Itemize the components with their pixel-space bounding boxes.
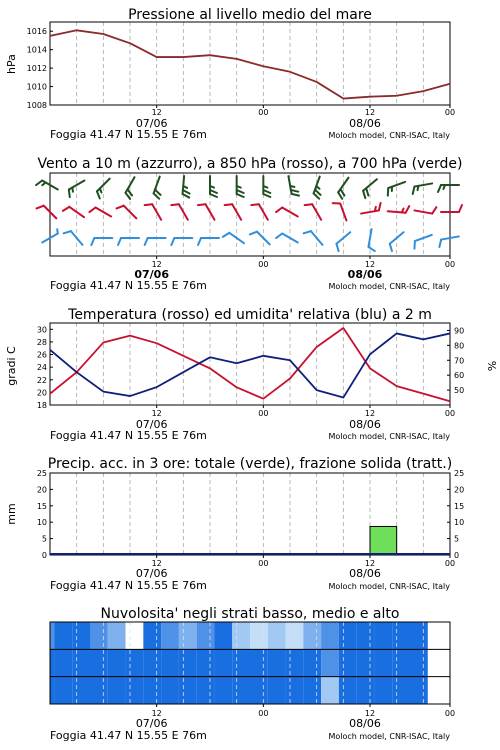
cloud-cell-2-12 (250, 677, 268, 704)
wind-barb-0-14 (412, 183, 434, 194)
wind-barb-0-6 (210, 176, 217, 197)
cloud-cell-2-18 (357, 677, 375, 704)
wind-barb-0-11 (336, 178, 354, 199)
wind-barb-shaft (282, 234, 298, 243)
precip-y-tick-label-4: 20 (36, 485, 47, 495)
temp-title: Temperatura (rosso) ed umidita' relativa (blu) a 2 m (68, 307, 432, 323)
pressure-x-tick-label-3: 00 (444, 108, 456, 117)
pressure-location: Foggia 41.47 N 15.55 E 76m (50, 128, 207, 141)
cloud-title: Nuvolosita' negli strati basso, medio e alto (100, 606, 400, 622)
precip-y-tick-label-1: 5 (41, 534, 47, 544)
cloud-cell-0-7 (161, 622, 179, 649)
wind-barb-feather (198, 202, 206, 208)
wind-barb-feather (459, 205, 462, 212)
wind-barb-2-6 (198, 238, 219, 245)
wind-barb-1-5 (171, 202, 188, 224)
cloud-x-tick-label-1: 00 (258, 709, 269, 718)
precip-yr-tick-label-3: 15 (454, 501, 465, 511)
precip-x-tick-label-3: 00 (444, 559, 456, 568)
cloud-x-tick-label-2: 12 (364, 709, 376, 718)
wind-barb-shaft (71, 231, 83, 245)
pressure-day-label-1: 08/06 (349, 117, 381, 130)
cloud-cell-2-15 (303, 677, 321, 704)
wind-day-label-1: 08/06 (347, 268, 383, 281)
cloud-cell-2-21 (410, 677, 428, 704)
wind-barb-feather (406, 206, 410, 213)
temp-x-tick-label-2: 12 (364, 409, 376, 418)
pressure-y-label: hPa (5, 54, 18, 74)
cloud-model-credit: Moloch model, CNR-ISAC, Italy (328, 732, 450, 741)
wind-barb-2-10 (304, 229, 323, 250)
temp-y-label: gradi C (5, 346, 18, 386)
cloud-cell-2-9 (197, 677, 215, 704)
wind-barb-feather (276, 206, 282, 214)
temp-x-tick-label-1: 00 (258, 409, 269, 418)
wind-barb-1-4 (145, 202, 162, 224)
wind-barb-2-7 (223, 231, 244, 249)
cloud-cell-2-19 (374, 677, 392, 704)
cloud-cell-0-10 (214, 622, 232, 649)
wind-barb-feather (198, 238, 201, 245)
temp-yr-tick-label-4: 90 (454, 326, 465, 336)
wind-barb-feather (118, 238, 121, 245)
wind-barb-feather (438, 240, 442, 247)
precip-yr-tick-label-1: 5 (454, 534, 460, 544)
wind-barb-2-13 (387, 232, 408, 251)
wind-barb-1-1 (63, 205, 84, 223)
cloud-cell-0-16 (321, 622, 339, 649)
wind-barb-feather (37, 204, 44, 211)
pressure-day-label-0: 07/06 (135, 117, 168, 130)
wind-barb-2-11 (334, 232, 355, 251)
precip-y-tick-label-2: 10 (36, 518, 47, 528)
wind-barb-0-5 (182, 176, 191, 198)
wind-barb-1-8 (251, 202, 268, 224)
cloud-cell-0-5 (126, 622, 144, 649)
temp-yr-tick-label-0: 50 (454, 386, 465, 396)
wind-x-tick-label-0: 12 (151, 260, 162, 269)
cloud-cell-2-14 (286, 677, 304, 704)
panel-temp (5, 307, 498, 442)
panel-wind (36, 156, 462, 292)
wind-barb-feather (334, 244, 341, 251)
cloud-cell-0-4 (108, 622, 126, 649)
temp-x-tick-label-3: 00 (444, 409, 456, 418)
wind-barb-1-2 (89, 206, 111, 223)
wind-barb-1-0 (37, 204, 57, 224)
cloud-cell-0-12 (250, 622, 268, 649)
precip-x-tick-label-1: 00 (258, 559, 269, 568)
wind-barb-feather (145, 238, 148, 245)
precip-title: Precip. acc. in 3 ore: totale (verde), frazione solida (tratt.) (47, 456, 453, 472)
wind-barb-feather (237, 190, 244, 193)
cloud-cell-1-8 (179, 649, 197, 676)
cloud-cell-0-6 (143, 622, 161, 649)
precip-location: Foggia 41.47 N 15.55 E 76m (50, 579, 207, 592)
wind-barb-0-0 (36, 179, 58, 196)
cloud-cell-2-3 (90, 677, 108, 704)
cloud-cell-0-14 (286, 622, 304, 649)
wind-barb-feather (251, 202, 259, 208)
precip-y-tick-label-5: 25 (36, 469, 47, 478)
wind-barb-feather (66, 190, 72, 198)
cloud-cell-1-21 (410, 649, 428, 676)
precip-yr-tick-label-0: 0 (454, 551, 460, 560)
temp-y-tick-label-1: 20 (36, 388, 47, 398)
wind-location: Foggia 41.47 N 15.55 E 76m (50, 279, 207, 292)
wind-barb-2-9 (276, 232, 298, 249)
cloud-cell-1-9 (197, 649, 215, 676)
wind-barb-0-4 (153, 177, 167, 199)
wind-barb-0-7 (237, 176, 244, 197)
cloud-cell-1-16 (321, 649, 339, 676)
cloud-cell-1-13 (268, 649, 286, 676)
wind-barb-feather (210, 194, 217, 197)
cloud-cell-1-14 (286, 649, 304, 676)
cloud-cell-2-20 (392, 677, 410, 704)
wind-barb-2-12 (368, 229, 379, 251)
cloud-cell-2-5 (126, 677, 144, 704)
cloud-cell-1-12 (250, 649, 268, 676)
temp-yr-tick-label-1: 60 (454, 371, 465, 381)
wind-barb-feather (117, 204, 124, 211)
temp-y-tick-label-5: 28 (36, 337, 47, 347)
cloud-cell-1-3 (90, 649, 108, 676)
temp-y-tick-label-4: 26 (36, 350, 47, 360)
cloud-cell-1-15 (303, 649, 321, 676)
wind-barb-feather (225, 202, 233, 208)
pressure-title: Pressione al livello medio del mare (128, 7, 372, 23)
cloud-cell-2-8 (179, 677, 197, 704)
precip-y-tick-label-3: 15 (36, 501, 47, 511)
wind-barb-feather (171, 202, 179, 208)
wind-barb-feather (305, 202, 313, 208)
wind-barb-1-11 (333, 201, 347, 223)
wind-barb-feather (210, 190, 217, 193)
wind-barb-feather (432, 207, 436, 214)
wind-barb-0-9 (288, 175, 299, 197)
panel-cloud (50, 606, 455, 742)
wind-barb-1-7 (225, 202, 242, 224)
wind-barb-shaft (311, 231, 323, 245)
pressure-x-tick-label-1: 00 (258, 108, 269, 117)
cloud-day-label-0: 07/06 (135, 717, 168, 730)
cloud-cell-1-5 (126, 649, 144, 676)
temp-y-tick-label-6: 30 (36, 325, 47, 335)
precip-yr-tick-label-5: 25 (454, 469, 465, 478)
cloud-cell-2-17 (339, 677, 357, 704)
wind-barb-half-feather (99, 189, 103, 193)
cloud-cell-1-11 (232, 649, 250, 676)
cloud-cell-1-19 (374, 649, 392, 676)
pressure-x-tick-label-2: 12 (364, 108, 376, 117)
cloud-cell-1-17 (339, 649, 357, 676)
cloud-cell-0-1 (54, 622, 72, 649)
pressure-y-tick-label-0: 1008 (26, 101, 47, 110)
wind-barb-feather (145, 202, 153, 208)
cloud-cell-1-7 (161, 649, 179, 676)
cloud-cell-2-7 (161, 677, 179, 704)
precip-yr-tick-label-2: 10 (454, 518, 465, 528)
wind-barb-feather (438, 185, 441, 192)
cloud-day-label-1: 08/06 (349, 717, 381, 730)
cloud-cell-0-21 (410, 622, 428, 649)
wind-x-tick-label-3: 00 (444, 260, 456, 269)
pressure-y-tick-label-3: 1014 (26, 45, 47, 55)
wind-barb-1-9 (276, 206, 298, 223)
cloud-cell-0-8 (179, 622, 197, 649)
cloud-cell-2-16 (321, 677, 339, 704)
wind-barb-shaft (390, 232, 404, 244)
cloud-cell-1-18 (357, 649, 375, 676)
wind-barb-feather (292, 193, 299, 197)
wind-day-label-0: 07/06 (134, 268, 169, 281)
cloud-cell-1-6 (143, 649, 161, 676)
wind-barb-feather (378, 203, 382, 210)
temp-model-credit: Moloch model, CNR-ISAC, Italy (328, 432, 450, 441)
panel-pressure (5, 7, 455, 141)
precip-y-label: mm (5, 503, 18, 525)
wind-barb-1-3 (117, 204, 137, 224)
cloud-cell-2-0 (50, 677, 54, 704)
temp-location: Foggia 41.47 N 15.55 E 76m (50, 429, 207, 442)
wind-barb-feather (250, 230, 257, 237)
wind-barb-half-feather (71, 188, 74, 192)
precip-day-label-1: 08/06 (349, 567, 381, 580)
pressure-y-tick-label-1: 1010 (26, 82, 47, 92)
wind-barb-feather (304, 229, 311, 236)
wind-model-credit: Moloch model, CNR-ISAC, Italy (328, 282, 450, 291)
wind-barb-0-8 (263, 176, 270, 197)
pressure-model-credit: Moloch model, CNR-ISAC, Italy (328, 131, 450, 140)
wind-barb-shaft (257, 232, 270, 245)
cloud-cell-1-4 (108, 649, 126, 676)
precip-y-tick-label-0: 0 (41, 551, 47, 560)
wind-barb-feather (64, 229, 71, 236)
wind-barb-feather (89, 206, 95, 214)
precip-model-credit: Moloch model, CNR-ISAC, Italy (328, 582, 450, 591)
cloud-cell-2-6 (143, 677, 161, 704)
precip-x-tick-label-0: 12 (151, 559, 162, 568)
precip-x-tick-label-2: 12 (364, 559, 376, 568)
wind-barb-2-3 (118, 238, 139, 245)
cloud-cell-2-4 (108, 677, 126, 704)
wind-x-tick-label-2: 12 (364, 260, 376, 269)
cloud-x-tick-label-0: 12 (151, 709, 162, 718)
cloud-cell-2-1 (54, 677, 72, 704)
temp-day-label-1: 08/06 (349, 418, 381, 431)
cloud-cell-2-2 (72, 677, 90, 704)
cloud-cell-1-2 (72, 649, 90, 676)
humidity-series-line (50, 333, 450, 397)
panel-precip (5, 456, 464, 592)
wind-barb-1-10 (305, 202, 322, 224)
wind-barb-0-3 (124, 177, 141, 199)
wind-barb-feather (171, 238, 174, 245)
wind-barb-feather (91, 238, 94, 245)
cloud-cell-0-19 (374, 622, 392, 649)
wind-barb-0-1 (66, 181, 88, 198)
wind-barb-1-6 (198, 202, 215, 224)
wind-barb-shaft (415, 235, 432, 241)
wind-barb-feather (263, 194, 270, 197)
wind-barb-2-15 (438, 236, 460, 247)
cloud-cell-0-3 (90, 622, 108, 649)
wind-barb-feather (412, 187, 416, 194)
cloud-cell-2-10 (214, 677, 232, 704)
precip-bar-12 (370, 526, 397, 555)
wind-barb-feather (385, 188, 390, 196)
wind-title: Vento a 10 m (azzurro), a 850 hPa (rosso), a 700 hPa (verde) (37, 156, 463, 172)
cloud-location: Foggia 41.47 N 15.55 E 76m (50, 729, 207, 742)
wind-barb-2-1 (64, 229, 83, 250)
pressure-y-tick-label-2: 1012 (26, 64, 47, 74)
wind-barb-2-4 (145, 238, 166, 245)
wind-barb-feather (237, 194, 244, 197)
cloud-x-tick-label-3: 00 (444, 709, 456, 718)
cloud-cell-0-17 (339, 622, 357, 649)
cloud-cell-0-15 (303, 622, 321, 649)
wind-x-tick-label-1: 00 (258, 260, 269, 269)
precip-day-label-0: 07/06 (135, 567, 168, 580)
wind-barb-feather (368, 247, 375, 251)
temp-x-tick-label-0: 12 (151, 409, 162, 418)
temp-yr-tick-label-2: 70 (454, 356, 465, 366)
wind-barb-2-5 (171, 238, 192, 245)
cloud-cell-0-18 (357, 622, 375, 649)
cloud-cell-0-9 (197, 622, 215, 649)
temp-y-tick-label-0: 18 (36, 401, 47, 410)
cloud-cell-1-10 (214, 649, 232, 676)
cloud-cell-2-11 (232, 677, 250, 704)
temp-y-label-right: % (485, 360, 498, 372)
wind-barb-1-14 (414, 204, 436, 215)
wind-barb-2-2 (91, 238, 112, 245)
wind-barb-feather (36, 179, 42, 187)
precip-yr-tick-label-4: 20 (454, 485, 465, 495)
cloud-cell-2-13 (268, 677, 286, 704)
wind-barb-feather (63, 205, 69, 212)
temp-y-tick-label-2: 22 (36, 375, 47, 385)
cloud-cell-1-0 (50, 649, 54, 676)
temp-day-label-0: 07/06 (135, 418, 168, 431)
wind-barb-shaft (336, 232, 350, 244)
wind-barb-feather (223, 231, 229, 238)
pressure-series-line (50, 30, 450, 98)
cloud-cell-1-1 (54, 649, 72, 676)
wind-barb-feather (412, 241, 417, 249)
cloud-cell-0-0 (50, 622, 54, 649)
temp-y-tick-label-3: 24 (36, 363, 47, 373)
cloud-cell-0-11 (232, 622, 250, 649)
wind-barb-1-15 (441, 205, 462, 212)
wind-barb-0-12 (361, 179, 382, 198)
wind-barb-0-15 (438, 185, 459, 192)
wind-barb-feather (263, 190, 270, 193)
pressure-y-tick-label-4: 1016 (26, 27, 47, 37)
wind-barb-1-12 (360, 203, 382, 214)
wind-barb-feather (387, 244, 394, 251)
pressure-x-tick-label-0: 12 (151, 108, 162, 117)
wind-barb-shaft (229, 233, 244, 243)
cloud-cell-0-20 (392, 622, 410, 649)
wind-barb-half-feather (56, 229, 59, 233)
wind-barb-1-13 (388, 204, 410, 213)
cloud-cell-1-20 (392, 649, 410, 676)
wind-barb-feather (276, 232, 282, 240)
wind-barb-2-8 (250, 230, 270, 250)
temp-yr-tick-label-3: 80 (454, 341, 465, 351)
wind-barb-0-10 (313, 177, 327, 199)
wind-barb-feather (333, 201, 341, 206)
cloud-cell-0-13 (268, 622, 286, 649)
wind-barb-0-2 (95, 179, 115, 199)
cloud-cell-0-2 (72, 622, 90, 649)
